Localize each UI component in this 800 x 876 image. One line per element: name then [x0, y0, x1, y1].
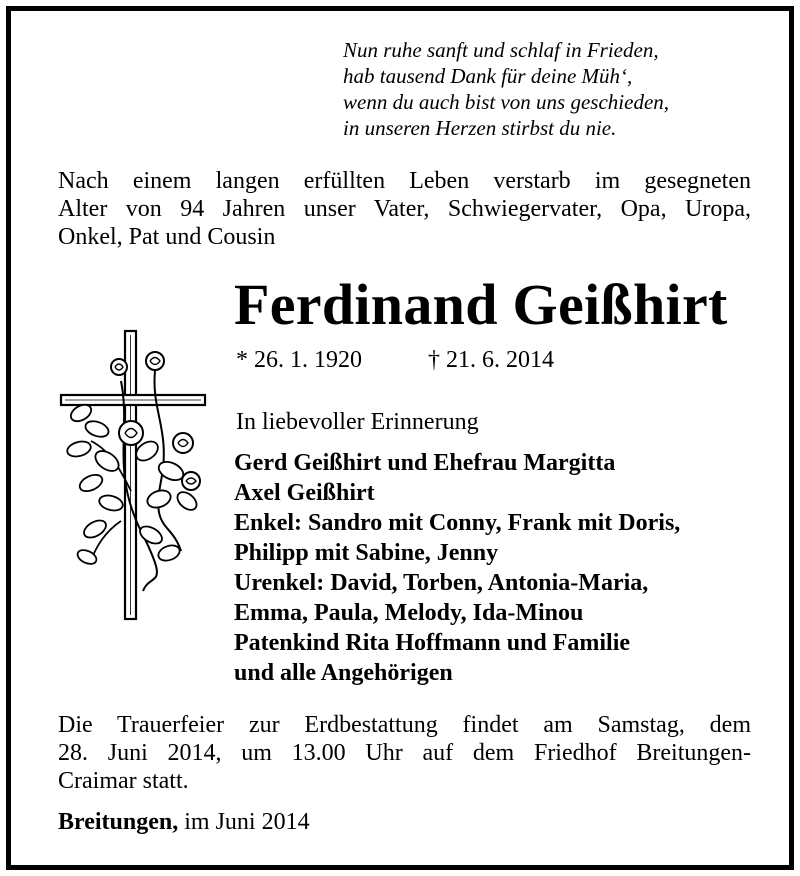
place-name: Breitungen,	[58, 809, 179, 835]
family-line: Axel Geißhirt	[234, 480, 375, 506]
cross-with-roses-icon	[51, 321, 211, 621]
family-list	[234, 448, 680, 688]
poem-line: Nun ruhe sanft und schlaf in Frieden,	[343, 38, 659, 62]
intro-line: Onkel, Pat und Cousin	[58, 224, 276, 250]
poem	[343, 37, 669, 141]
family-line: Urenkel: David, Torben, Antonia-Maria,	[234, 570, 649, 596]
death-date: † 21. 6. 2014	[428, 347, 554, 373]
poem-line: hab tausend Dank für deine Müh‘,	[343, 64, 633, 88]
poem-line: wenn du auch bist von uns geschieden,	[343, 90, 670, 114]
poem-line: in unseren Herzen stirbst du nie.	[343, 116, 617, 140]
family-line: Gerd Geißhirt und Ehefrau Margitta	[234, 450, 616, 476]
funeral-line: Craimar statt.	[58, 768, 189, 794]
family-line: Patenkind Rita Hoffmann und Familie	[234, 630, 631, 656]
deceased-name: Ferdinand Geißhirt	[234, 272, 728, 337]
life-dates	[236, 345, 554, 375]
intro-line: Nach einem langen erfüllten Leben verstarb im gesegneten	[58, 168, 751, 194]
family-line: und alle Angehörigen	[234, 660, 453, 686]
funeral-notice	[58, 711, 751, 795]
intro-text	[58, 167, 751, 251]
family-line: Emma, Paula, Melody, Ida-Minou	[234, 600, 584, 626]
intro-line: Alter von 94 Jahren unser Vater, Schwiegervater, Opa, Uropa,	[58, 196, 751, 222]
birth-date: * 26. 1. 1920	[236, 347, 362, 373]
family-line: Philipp mit Sabine, Jenny	[234, 540, 499, 566]
funeral-line: Die Trauerfeier zur Erdbestattung findet am Samstag, dem	[58, 712, 751, 738]
family-line: Enkel: Sandro mit Conny, Frank mit Doris,	[234, 510, 681, 536]
place-date	[58, 808, 310, 836]
funeral-line: 28. Juni 2014, um 13.00 Uhr auf dem Friedhof Breitungen-	[58, 740, 751, 766]
memory-line: In liebevoller Erinnerung	[236, 409, 479, 435]
obituary-card	[6, 6, 794, 870]
closing-date: im Juni 2014	[178, 809, 310, 835]
